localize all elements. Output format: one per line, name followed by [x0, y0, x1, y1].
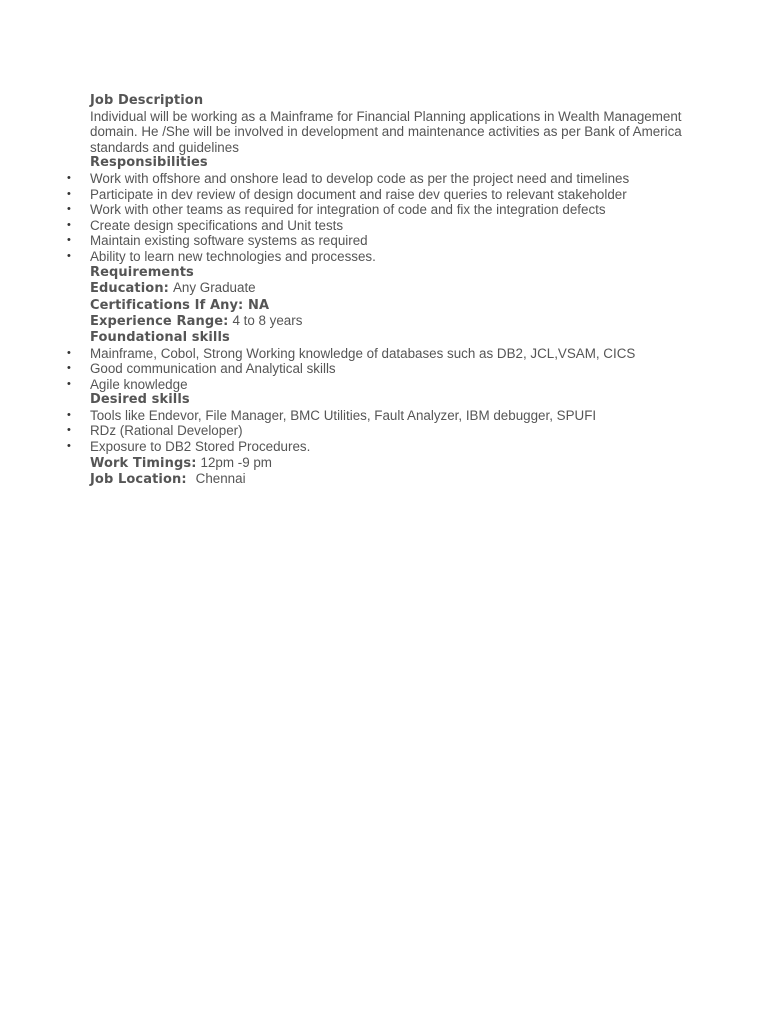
- work-timings-label: Work Timings:: [90, 455, 197, 471]
- bullet-icon: •: [67, 408, 71, 421]
- bullet-icon: •: [67, 346, 71, 359]
- experience-value: 4 to 8 years: [232, 313, 303, 329]
- certifications-label: Certifications If Any: NA: [90, 297, 270, 313]
- desired-skills-list: [67, 407, 690, 455]
- list-item: [67, 345, 690, 362]
- responsibilities-list: [67, 170, 690, 265]
- education-row: [90, 280, 690, 297]
- list-item-text: Good communication and Analytical skills: [90, 361, 336, 377]
- list-item: [67, 439, 690, 455]
- list-item-text: Mainframe, Cobol, Strong Working knowledge of databases such as DB2, JCL,VSAM, CICS: [90, 345, 636, 361]
- list-item-text: Create design specifications and Unit tests: [90, 217, 344, 233]
- list-item: [67, 248, 690, 265]
- job-location-value: Chennai: [195, 471, 246, 487]
- list-item-text: Participate in dev review of design document and raise dev queries to relevant stakeholder: [90, 186, 627, 202]
- document-body: [67, 93, 690, 488]
- bullet-icon: •: [67, 424, 71, 437]
- list-item-text: RDz (Rational Developer): [90, 423, 243, 439]
- list-item: [67, 217, 690, 234]
- list-item-text: Agile knowledge: [90, 376, 188, 392]
- list-item: [67, 233, 690, 249]
- job-description-text: Individual will be working as a Mainframe for Financial Planning applications in Wealth Management domain. He /She will be involved in development and maintenance activities as per Bank of America standards and guidelines: [90, 108, 682, 155]
- responsibilities-heading: Responsibilities: [90, 155, 208, 171]
- bullet-icon: •: [67, 203, 71, 216]
- job-location-row: [90, 471, 690, 488]
- work-timings-row: [90, 455, 690, 472]
- list-item-text: Ability to learn new technologies and processes.: [90, 248, 376, 264]
- list-item: [67, 170, 690, 187]
- requirements-heading: Requirements: [90, 264, 194, 280]
- bullet-icon: •: [67, 440, 71, 453]
- list-item-text: Maintain existing software systems as required: [90, 233, 368, 249]
- education-value: Any Graduate: [172, 280, 256, 296]
- list-item-text: Work with offshore and onshore lead to develop code as per the project need and timelines: [90, 170, 630, 186]
- bullet-icon: •: [67, 187, 71, 200]
- list-item: [67, 407, 690, 424]
- education-label: Education:: [90, 281, 169, 297]
- bullet-icon: •: [67, 249, 71, 262]
- list-item: [67, 361, 690, 377]
- list-item: [67, 376, 690, 393]
- bullet-icon: •: [67, 234, 71, 247]
- bullet-icon: •: [67, 171, 71, 184]
- list-item: [67, 423, 690, 439]
- bullet-icon: •: [67, 362, 71, 375]
- desired-skills-heading: Desired skills: [90, 392, 190, 408]
- certifications-row: [90, 297, 690, 314]
- foundational-skills-list: [67, 345, 690, 393]
- bullet-icon: •: [67, 218, 71, 231]
- list-item: [67, 202, 690, 218]
- bullet-icon: •: [67, 377, 71, 390]
- list-item: [67, 186, 690, 203]
- job-description-heading: Job Description: [90, 93, 204, 108]
- list-item-text: Tools like Endevor, File Manager, BMC Utilities, Fault Analyzer, IBM debugger, SPUFI: [90, 407, 597, 423]
- job-location-label: Job Location:: [90, 472, 187, 488]
- foundational-skills-heading: Foundational skills: [90, 329, 230, 345]
- experience-row: [90, 313, 690, 330]
- work-timings-value: 12pm -9 pm: [200, 454, 272, 470]
- list-item-text: Exposure to DB2 Stored Procedures.: [90, 439, 311, 455]
- experience-label: Experience Range:: [90, 314, 229, 330]
- list-item-text: Work with other teams as required for integration of code and fix the integration defects: [90, 202, 606, 218]
